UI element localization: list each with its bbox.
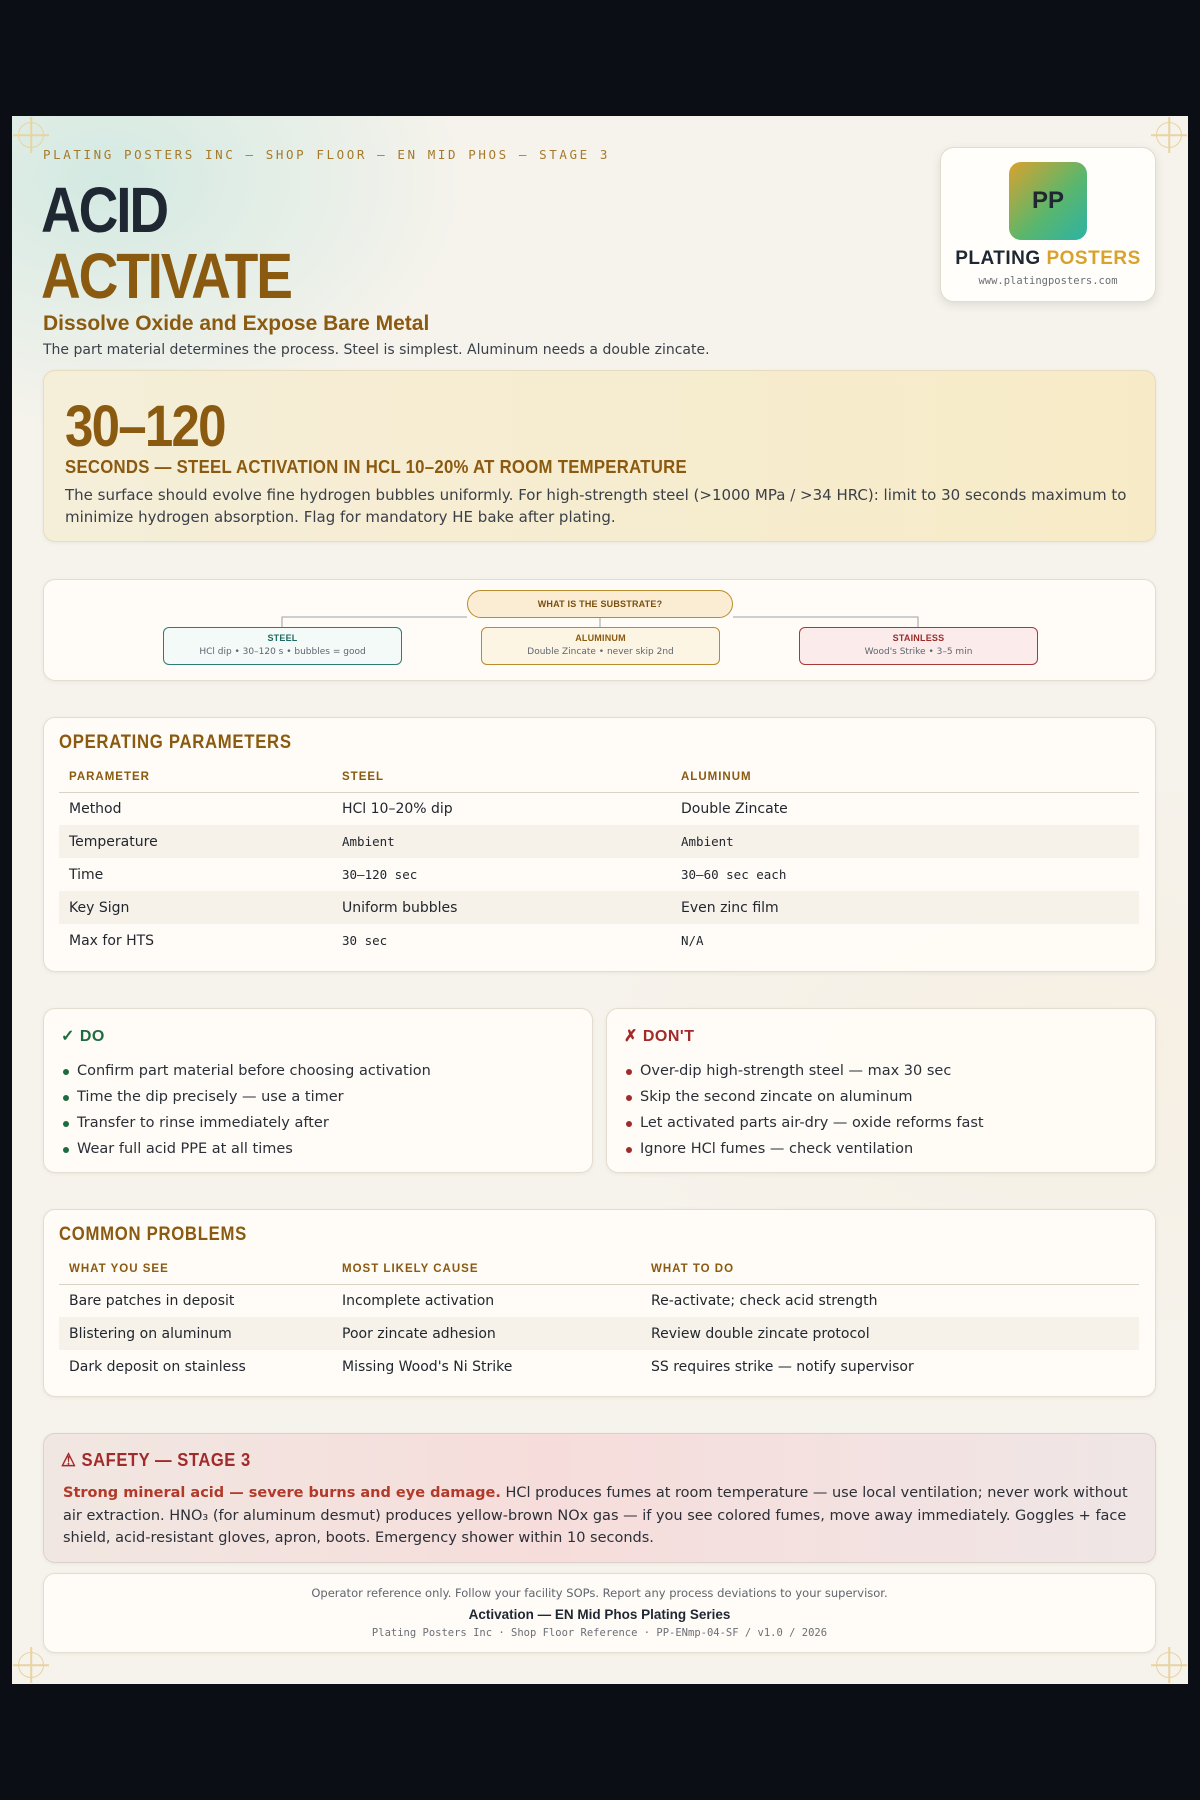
list-item: Transfer to rinse immediately after (62, 1110, 431, 1136)
table-cell: Ambient (332, 825, 671, 858)
table-row (59, 825, 1139, 858)
table-cell: Time (69, 866, 104, 883)
column-header: WHAT TO DO (641, 1254, 1139, 1284)
table-cell: Re-activate; check acid strength (651, 1292, 878, 1309)
logo-card (940, 147, 1156, 302)
page-subtitle: Dissolve Oxide and Expose Bare Metal (43, 312, 430, 335)
do-list (62, 1058, 431, 1162)
table-cell: SS requires strike — notify supervisor (651, 1358, 914, 1375)
table-cell: HCl 10–20% dip (342, 800, 453, 817)
logo-url: www.platingposters.com (978, 275, 1118, 287)
tree-node-aluminum (481, 627, 720, 665)
list-item: Confirm part material before choosing activation (62, 1058, 431, 1084)
table-row (59, 858, 1139, 891)
column-header: MOST LIKELY CAUSE (332, 1254, 641, 1284)
table-cell: Double Zincate (681, 800, 788, 817)
table-cell: Poor zincate adhesion (332, 1317, 641, 1350)
safety-card (43, 1433, 1156, 1563)
tree-root-label: WHAT IS THE SUBSTRATE? (537, 599, 663, 609)
table-cell: Dark deposit on stainless (69, 1358, 246, 1375)
do-heading: ✓ DO (61, 1028, 105, 1045)
list-item: Over-dip high-strength steel — max 30 sec (625, 1058, 984, 1084)
registration-mark-icon (1156, 122, 1182, 148)
table-cell: Even zinc film (671, 891, 1139, 924)
table-cell: Blistering on aluminum (59, 1317, 332, 1350)
table-cell: Ambient (671, 825, 1139, 858)
registration-mark-icon (1156, 1652, 1182, 1678)
table-row (59, 1284, 1139, 1317)
table-cell: Bare patches in deposit (69, 1292, 235, 1309)
table-cell: Review double zincate protocol (641, 1317, 1139, 1350)
table-row (59, 1350, 1139, 1383)
page-title-line1: ACID (41, 174, 167, 246)
problems-table (59, 1254, 1139, 1383)
list-item: Ignore HCl fumes — check ventilation (625, 1136, 984, 1162)
hero-caption: SECONDS — STEEL ACTIVATION IN HCL 10–20% AT ROOM TEMPERATURE (65, 457, 687, 477)
list-item: Time the dip precisely — use a timer (62, 1084, 431, 1110)
tree-node-steel (163, 627, 402, 665)
tree-node-detail: Double Zincate • never skip 2nd (527, 647, 674, 657)
hero-card (43, 370, 1156, 542)
registration-mark-icon (18, 122, 44, 148)
column-header: PARAMETER (59, 762, 332, 792)
table-cell: Method (69, 800, 122, 817)
safety-body (63, 1482, 1138, 1550)
do-card (43, 1008, 593, 1173)
tree-node-title: STAINLESS (892, 633, 945, 643)
logo-mark: PP (1009, 162, 1087, 240)
table-row (59, 924, 1139, 957)
safety-heading: ⚠ SAFETY — STAGE 3 (61, 1450, 251, 1470)
kicker: PLATING POSTERS INC — SHOP FLOOR — EN MID PHOS — STAGE 3 (43, 147, 611, 162)
parameters-table (59, 762, 1139, 957)
table-cell: 30–120 sec (342, 867, 418, 882)
logo-name-part1: PLATING (955, 248, 1041, 269)
poster (12, 116, 1188, 1684)
dont-heading: ✗ DON'T (624, 1028, 695, 1045)
table-cell: N/A (681, 933, 704, 948)
column-header: STEEL (332, 762, 671, 792)
table-cell: Incomplete activation (342, 1292, 495, 1309)
table-cell: Missing Wood's Ni Strike (342, 1358, 513, 1375)
table-cell: Key Sign (59, 891, 332, 924)
registration-mark-icon (18, 1652, 44, 1678)
table-cell: 30 sec (342, 933, 388, 948)
list-item: Skip the second zincate on aluminum (625, 1084, 984, 1110)
tree-root-node (467, 590, 733, 618)
hero-number: 30–120 (65, 394, 225, 459)
list-item: Wear full acid PPE at all times (62, 1136, 431, 1162)
table-cell: Temperature (59, 825, 332, 858)
common-problems-card (43, 1209, 1156, 1397)
tree-node-title: ALUMINUM (575, 633, 626, 643)
footer-note: Operator reference only. Follow your facility SOPs. Report any process deviations to your supervisor. (311, 1586, 888, 1600)
column-header: ALUMINUM (671, 762, 1139, 792)
safety-warning: Strong mineral acid — severe burns and eye damage. (63, 1485, 501, 1501)
footer-card (43, 1573, 1156, 1653)
table-row (59, 1317, 1139, 1350)
list-item: Let activated parts air-dry — oxide reforms fast (625, 1110, 984, 1136)
safety-text: HCl produces fumes at room temperature — use local ventilation; never work without air extraction. HNO₃ (for aluminum desmut) produces yellow-brown NOx gas — if you see colored fumes, move away immediately. Goggles + face shield, acid-resistant gloves, apron, boots. Emergency shower within 10 seconds. (63, 1485, 1128, 1546)
table-row (59, 792, 1139, 825)
lede: The part material determines the process. Steel is simplest. Aluminum needs a double zincate. (43, 342, 710, 358)
tree-node-stainless (799, 627, 1038, 665)
operating-parameters-card (43, 717, 1156, 972)
tree-node-detail: Wood's Strike • 3–5 min (864, 647, 973, 657)
section-title: OPERATING PARAMETERS (59, 732, 292, 753)
table-cell: Uniform bubbles (332, 891, 671, 924)
footer-doc-id: Plating Posters Inc · Shop Floor Reference · PP-ENmp-04-SF / v1.0 / 2026 (371, 1627, 828, 1639)
section-title: COMMON PROBLEMS (59, 1224, 247, 1245)
table-cell: Max for HTS (69, 932, 155, 949)
logo-name-part2: POSTERS (1046, 248, 1141, 269)
logo-name (941, 248, 1155, 270)
dont-card (606, 1008, 1156, 1173)
footer-series: Activation — EN Mid Phos Plating Series (468, 1607, 731, 1622)
column-header: WHAT YOU SEE (59, 1254, 332, 1284)
page-title-line2: ACTIVATE (41, 240, 291, 312)
tree-node-detail: HCl dip • 30–120 s • bubbles = good (199, 647, 366, 657)
table-cell: 30–60 sec each (681, 867, 787, 882)
table-row (59, 891, 1139, 924)
tree-node-title: STEEL (267, 633, 298, 643)
dont-list (625, 1058, 984, 1162)
hero-body: The surface should evolve fine hydrogen bubbles uniformly. For high-strength steel (>1000 MPa / >34 HRC): limit to 30 seconds maximum to minimize hydrogen absorption. Flag for mandatory HE bake after plating. (65, 486, 1127, 526)
decision-tree-card (43, 579, 1156, 681)
